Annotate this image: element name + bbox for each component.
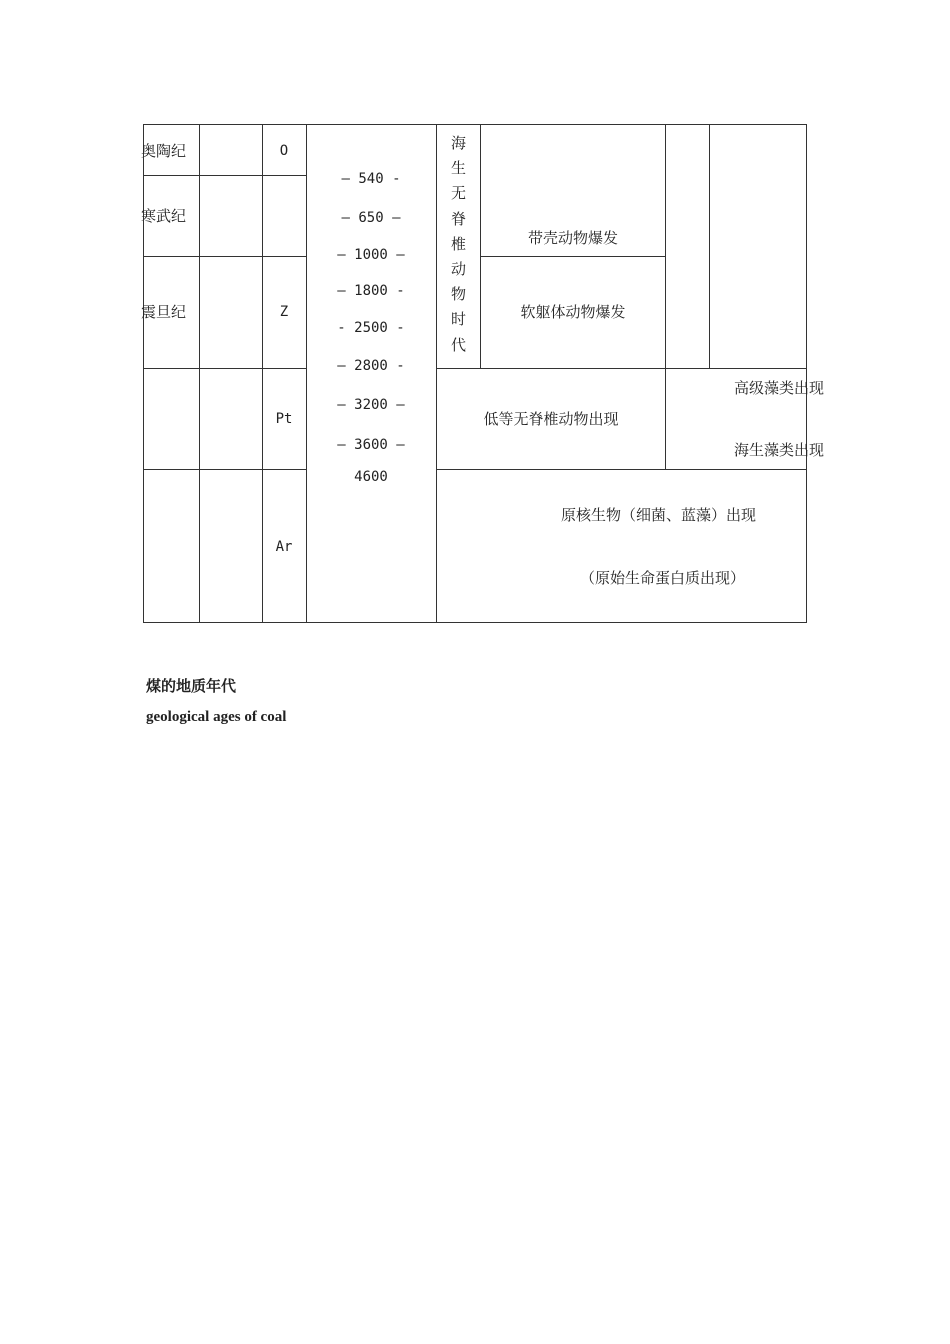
col-divider [665,124,666,470]
caption-english: geological ages of coal [146,709,287,725]
row-divider [143,469,307,470]
era-char: 物 [450,285,466,304]
era-char: 脊 [450,209,466,228]
row-divider [436,469,807,470]
period-symbol: Z [279,304,289,320]
col-divider [262,124,263,623]
age-boundary: — 540 - [341,171,401,187]
era-char: 生 [450,159,466,178]
era-char: 海 [450,134,466,152]
caption-chinese: 煤的地质年代 [146,679,237,695]
age-boundary: — 1800 - [337,283,405,299]
row-divider [143,256,307,257]
life-event: 海生藻类出现 [734,441,825,459]
age-boundary: — 650 — [341,210,401,226]
row-divider [143,368,307,369]
life-event: 低等无脊椎动物出现 [483,410,619,428]
period-symbol: O [279,143,289,159]
period-name: 震旦纪 [141,303,187,321]
row-divider [436,368,807,369]
era-char: 时 [450,310,466,329]
era-char: 无 [450,184,466,203]
life-event: 原核生物（细菌、蓝藻）出现 [561,506,757,524]
life-event: （原始生命蛋白质出现） [580,569,746,587]
age-boundary: - 2500 - [337,320,405,336]
row-divider [143,175,307,176]
period-symbol: Pt [275,411,293,427]
table-border-top [143,124,807,125]
age-boundary: 4600 [354,469,388,485]
life-event: 带壳动物爆发 [527,229,619,247]
period-name: 寒武纪 [141,207,187,225]
period-name: 奥陶纪 [141,142,187,160]
age-boundary: — 2800 - [337,358,405,374]
life-event: 高级藻类出现 [734,379,825,397]
col-divider [306,124,307,623]
col-divider [199,124,200,623]
age-boundary: — 1000 — [337,247,405,263]
era-char: 代 [450,335,466,354]
era-char: 动 [450,259,466,278]
era-char: 椎 [450,234,466,253]
period-symbol: Ar [275,539,293,555]
col-divider [480,124,481,369]
era-label-vertical [437,131,480,358]
table-border-right [806,124,807,623]
age-boundary: — 3600 — [337,437,405,453]
row-divider [480,256,666,257]
col-divider [709,124,710,369]
life-event: 软躯体动物爆发 [520,303,626,321]
table-border-left [143,124,144,623]
table-border-bottom [143,622,807,623]
age-boundary: — 3200 — [337,397,405,413]
